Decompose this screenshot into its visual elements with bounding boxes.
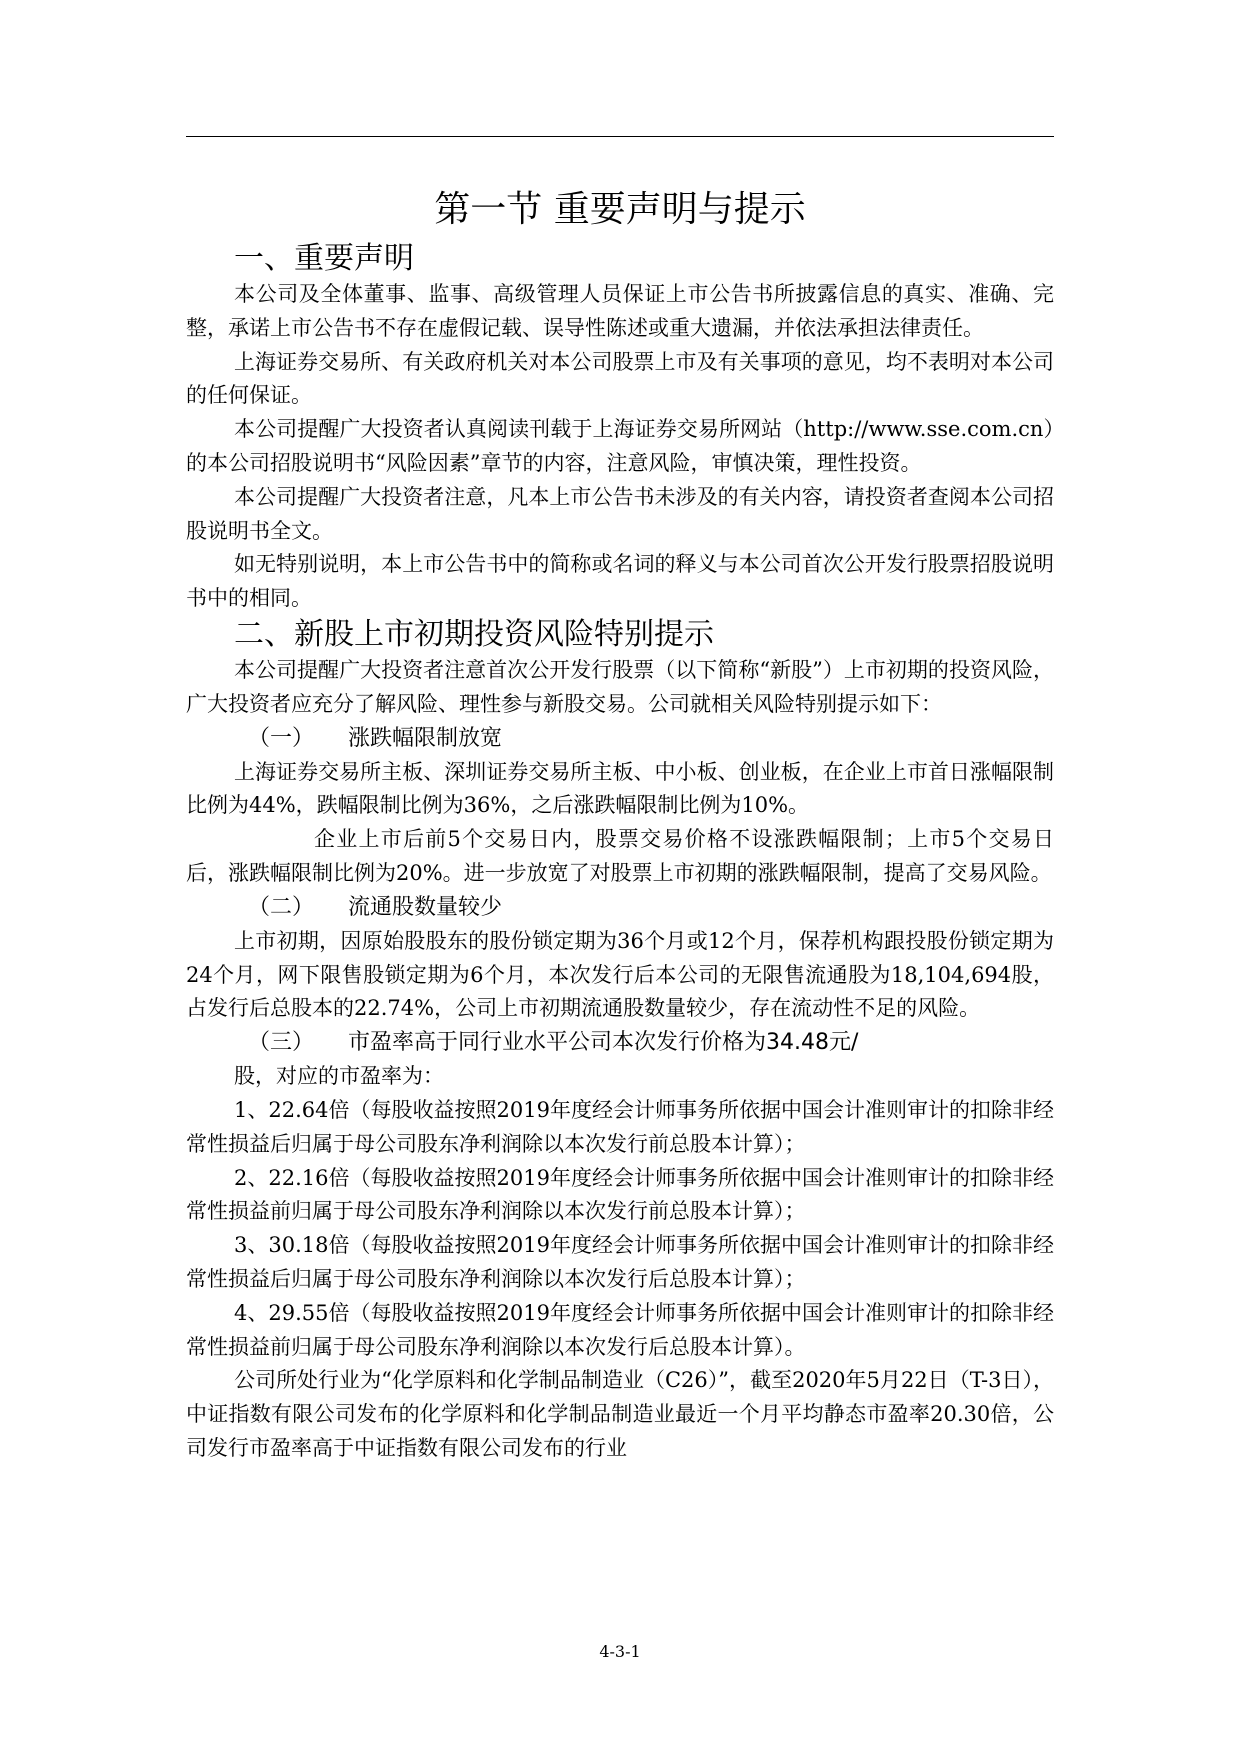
paragraph: 本公司及全体董事、监事、高级管理人员保证上市公告书所披露信息的真实、准确、完整，承诺上市公告书不存在虚假记载、误导性陈述或重大遗漏，并依法承担法律责任。 [186, 282, 1054, 340]
subsection-title: 涨跌幅限制放宽 [348, 725, 503, 751]
paragraph: 本公司提醒广大投资者认真阅读刊载于上海证券交易所网站（http://www.sse.com.cn）的本公司招股说明书“风险因素”章节的内容，注意风险，审慎决策，理性投资。 [186, 417, 1054, 475]
subsection-title: 市盈率高于同行业水平 [348, 1030, 569, 1056]
section2-heading: 二、新股上市初期投资风险特别提示 [234, 616, 714, 652]
paragraph: 上海证券交易所主板、深圳证券交易所主板、中小板、创业板，在企业上市首日涨幅限制比例为44%，跌幅限制比例为36%，之后涨跌幅限制比例为10%。 [186, 759, 1054, 818]
paragraph: 本公司提醒广大投资者注意，凡本上市公告书未涉及的有关内容，请投资者查阅本公司招股说明书全文。 [186, 484, 1054, 543]
paragraph: 公司所处行业为“化学原料和化学制品制造业（C26）”，截至2020年5月22日（T-3日），中证指数有限公司发布的化学原料和化学制品制造业最近一个月平均静态市盈率20.30倍，公司发行市盈率高于中证指数有限公司发布的行业 [186, 1368, 1054, 1460]
header-rule [186, 136, 1054, 137]
subsection-number: （二） [248, 894, 315, 920]
subsection-heading-2 [186, 891, 1054, 925]
subsection-number: （一） [248, 725, 315, 751]
paragraph: 如无特别说明，本上市公告书中的简称或名词的释义与本公司首次公开发行股票招股说明书中的相同。 [186, 552, 1054, 611]
pe-item: 4、29.55倍（每股收益按照2019年度经会计师事务所依据中国会计准则审计的扣除非经常性损益前归属于母公司股东净利润除以本次发行后总股本计算）。 [186, 1300, 1054, 1359]
subsection-heading-3 [186, 1026, 1054, 1060]
subsection-title: 流通股数量较少 [348, 894, 503, 920]
paragraph: 企业上市后前5个交易日内，股票交易价格不设涨跌幅限制；上市5个交易日后，涨跌幅限制比例为20%。进一步放宽了对股票上市初期的涨跌幅限制，提高了交易风险。 [186, 827, 1054, 885]
page-number: 4-3-1 [599, 1642, 641, 1661]
paragraph: 上海证券交易所、有关政府机关对本公司股票上市及有关事项的意见，均不表明对本公司的任何保证。 [186, 349, 1054, 408]
section2-intro: 本公司提醒广大投资者注意首次公开发行股票（以下简称“新股”）上市初期的投资风险，广大投资者应充分了解风险、理性参与新股交易。公司就相关风险特别提示如下： [186, 657, 1054, 716]
page-title: 第一节 重要声明与提示 [434, 189, 806, 230]
paragraph: 股，对应的市盈率为： [234, 1064, 444, 1089]
pe-item: 1、22.64倍（每股收益按照2019年度经会计师事务所依据中国会计准则审计的扣除非经常性损益后归属于母公司股东净利润除以本次发行前总股本计算）； [186, 1097, 1054, 1156]
pe-item: 3、30.18倍（每股收益按照2019年度经会计师事务所依据中国会计准则审计的扣除非经常性损益后归属于母公司股东净利润除以本次发行后总股本计算）； [186, 1233, 1054, 1291]
document-body [186, 180, 1054, 1466]
pe-item: 2、22.16倍（每股收益按照2019年度经会计师事务所依据中国会计准则审计的扣除非经常性损益前归属于母公司股东净利润除以本次发行前总股本计算）； [186, 1165, 1054, 1224]
subsection-heading-1 [186, 722, 1054, 756]
section1-heading: 一、重要声明 [234, 241, 414, 276]
issue-price-text: 公司本次发行价格为34.48元/ [568, 1030, 859, 1056]
paragraph: 上市初期，因原始股股东的股份锁定期为36个月或12个月，保荐机构跟投股份锁定期为24个月，网下限售股锁定期为6个月，本次发行后本公司的无限售流通股为18,104,694股，占发行后总股本的22.74%，公司上市初期流通股数量较少，存在流动性不足的风险。 [186, 928, 1054, 1021]
subsection-number: （三） [248, 1030, 315, 1056]
